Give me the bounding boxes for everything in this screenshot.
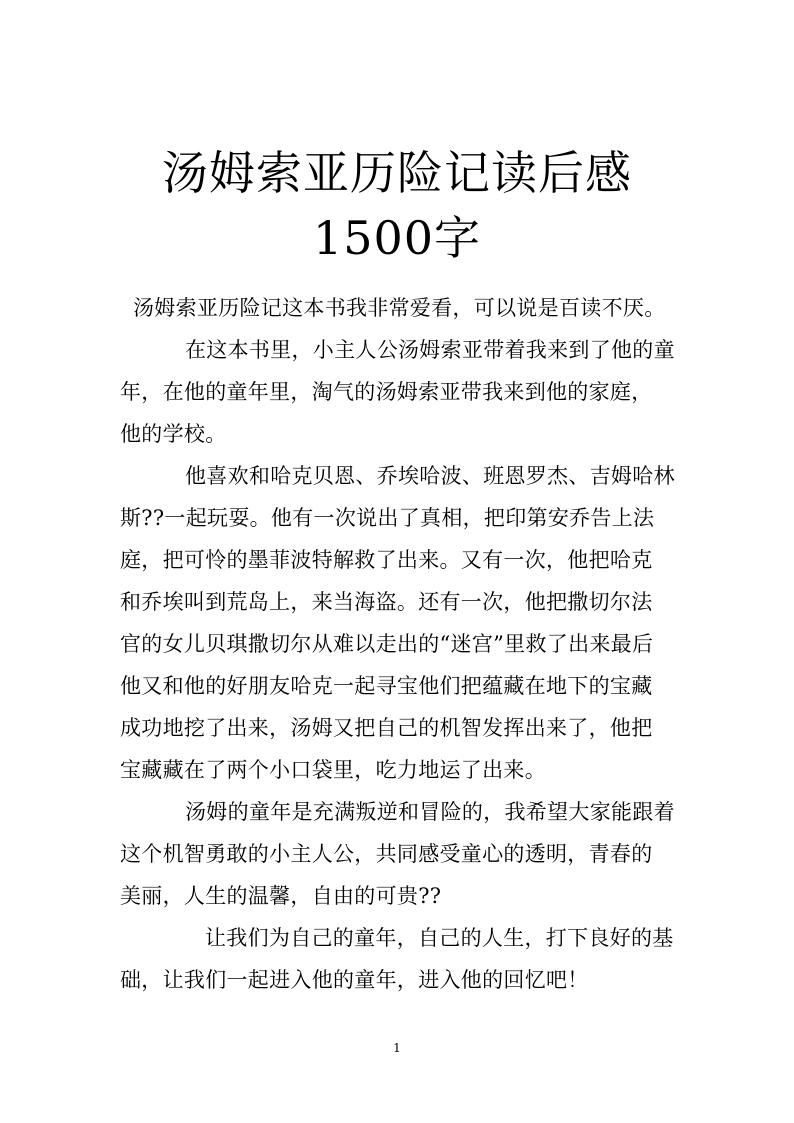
page-number: 1 [393,1041,401,1055]
text-line: 他的学校。 [120,422,227,446]
text-line: 让我们为自己的童年，自己的人生，打下良好的基 [205,926,674,950]
text-line: 成功地挖了出来，汤姆又把自己的机智发挥出来了，他把 [120,716,653,740]
text-line: 宝藏藏在了两个小口袋里，吃力地运了出来。 [120,758,546,782]
text-line: 官的女儿贝琪撒切尔从难以走出的“迷宫”里救了出来最后 [120,632,654,656]
text-line: 庭，把可怜的墨菲波特解救了出来。又有一次，他把哈克 [120,548,653,572]
text-line: 础，让我们一起进入他的童年，进入他的回忆吧！ [120,968,589,992]
document-title-subline: 1500字 [312,211,482,265]
text-line: 他又和他的好朋友哈克一起寻宝他们把蕴藏在地下的宝藏 [120,674,653,698]
text-line: 美丽，人生的温馨，自由的可贵?? [120,884,442,908]
text-line: 汤姆索亚历险记这本书我非常爱看，可以说是百读不厌。 [133,296,666,320]
text-line: 年，在他的童年里，淘气的汤姆索亚带我来到他的家庭， [120,380,653,404]
text-line: 这个机智勇敢的小主人公，共同感受童心的透明，青春的 [120,842,653,866]
document-title: 汤姆索亚历险记读后感 [162,146,632,200]
text-line: 他喜欢和哈克贝恩、乔埃哈波、班恩罗杰、吉姆哈林 [185,464,675,488]
text-line: 汤姆的童年是充满叛逆和冒险的，我希望大家能跟着 [185,800,675,824]
text-line: 在这本书里，小主人公汤姆索亚带着我来到了他的童 [185,338,675,362]
text-line: 斯??一起玩耍。他有一次说出了真相，把印第安乔告上法 [120,506,655,530]
text-line: 和乔埃叫到荒岛上，来当海盗。还有一次，他把撒切尔法 [120,590,653,614]
